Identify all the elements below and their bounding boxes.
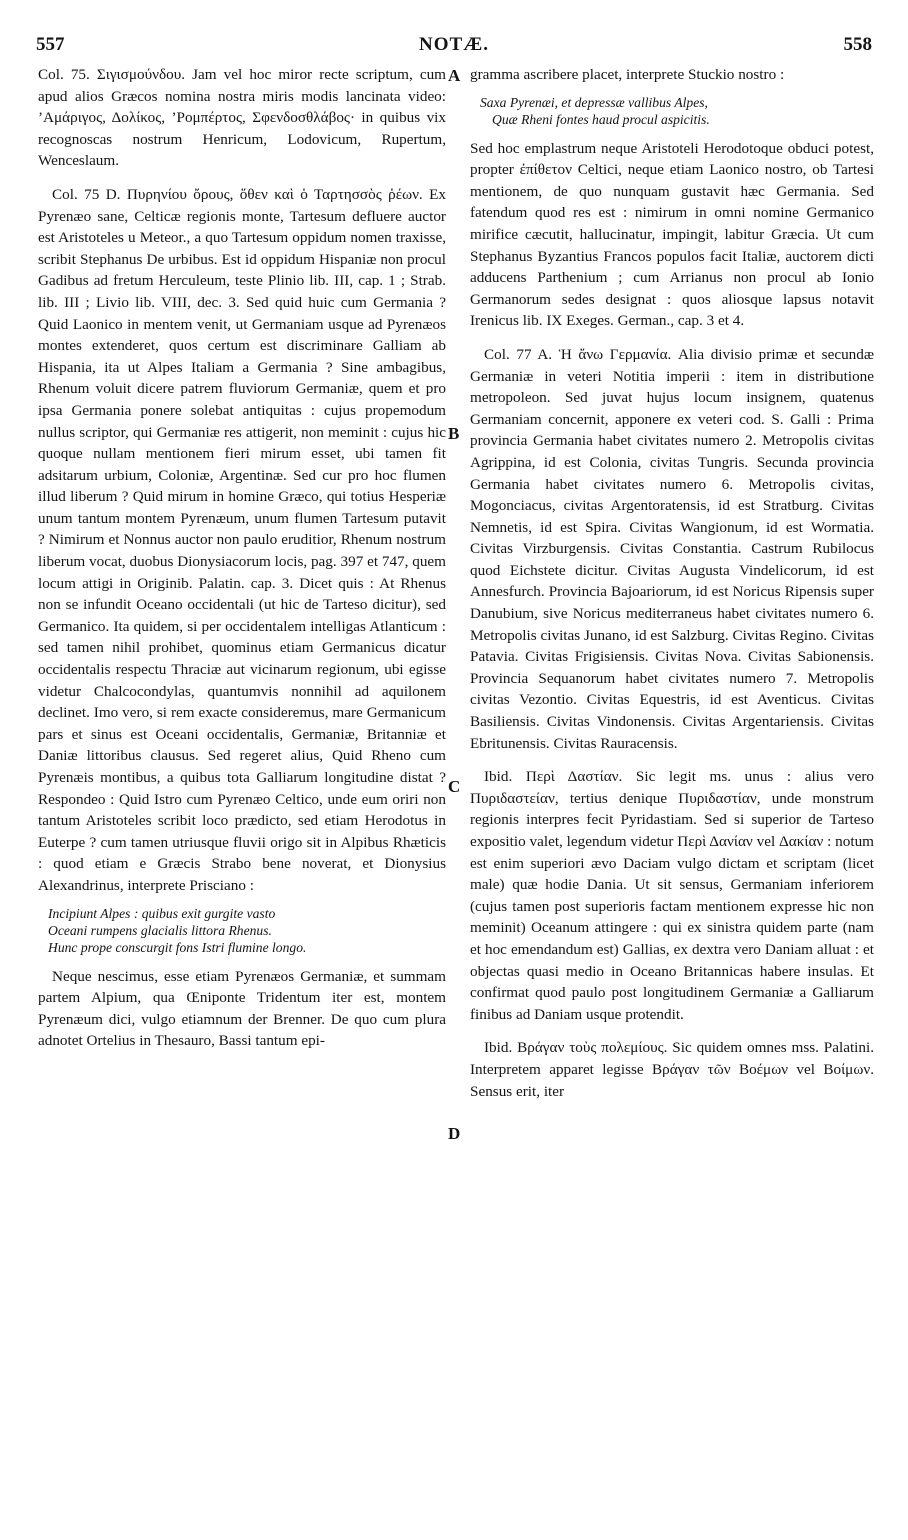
verse-line: Hunc prope conscurgit fons Istri flumine longo. — [48, 939, 307, 955]
margin-letter-a: A — [448, 66, 461, 85]
note-ibid-bragan: Ibid. Βράγαν τοὺς πολεμίους. Sic quidem omnes mss. Palatini. Interpretem apparet legisse Βράγαν τῶν Βοέμων vel Βοίμων. Sensus erit, iter — [470, 1039, 874, 1100]
page-number-left: 557 — [36, 34, 65, 55]
verse-line: Saxa Pyrenæi, et depressæ vallibus Alpes, — [480, 94, 708, 110]
note-ibid-dastian: Ibid. Περὶ Δαστίαν. Sic legit ms. unus : alius vero Πυριδαστείαν, tertius denique Πυριδαστίαν, unde monstrum regionis interpres fecit Pyridastiam. Sed si superior de Tarteso expositio valet, legendum videtur Περὶ Δανίαν vel Δακίαν : notum est enim superiori ævo Daciam vulgo dictam et scriptam (licet male) quæ hodie Dania. Ut sit sensus, Germaniam inferiorem (cujus tamen post superioris factam mentionem expresse hic non meminit) Oceanum attingere : qui ex sinistra quidem parte (nam et hoc emendandum est) Gallias, ex dextra vero Daniam alluat : et objectas quasi medio in Oceano Britannicas habere insulas. Et confirmat quod paulo post longitudinem Germaniæ a Galliarum finibus ad Daniam usque protendit. — [470, 768, 874, 1023]
margin-letter-d: D — [448, 1124, 461, 1143]
note-col-75-d: Col. 75 D. Πυρηνίου ὄρους, ὅθεν καὶ ὁ Ταρτησσὸς ῥέων. Ex Pyrenæo sane, Celticæ regionis monte, Tartesum defluere auctor est Aristoteles u Meteor., a quo Tartesum oppidum nomen traxisse, scribit Stephanus De urbibus. Est id oppidum Hispaniæ non procul Gadibus ad fretum Herculeum, teste Plinio lib. III, cap. 1 ; Strab. lib. III ; Livio lib. VIII, dec. 3. Sed quid huic cum Germania ? Quid Laonico in mentem venit, ut Germaniam usque ad Pyrenæos montes extenderet, quos certum est discriminare Galliam ab Hispania, ita ut Alpes Italiam a Germania ? Sine ambagibus, Rhenum voluit dicere patrem fluviorum Germaniæ, quem et pro ipsa Germania ponere solebat antiquitas : cujus propemodum nullus scriptor, qui Germaniæ res attigerit, non meminit : cujus hic quoque nullam mentionem fieri mirum esset, ubi tamen fit adsitarum urbium, Coloniæ, Argentinæ. Sed cur pro hoc flumen illud liberum ? Quid mirum in homine Græco, qui totius Hesperiæ unum tantum montem Pyrenæum, unum flumen Tartesum putavit ? Nimirum et Nonnus auctor non paulo eruditior, Rhenum nostrum liberum vocat, duobus Dionysiacorum locis, pag. 397 et 747, quem locum attigi in Originib. Palatin. cap. 3. Dicet quis : At Rhenus non se infundit Oceano occidentali (ut hic de Tarteso dicitur), sed Germanico. Ita quidem, si per occidentalem intelligas Atlanticum : sed tamen nihil prohibet, quominus etiam Germanicus dicatur occidentalis respectu Thraciæ aut vicinarum regionum, ubi egisse videtur Chalcocondylas, quantumvis nonnihil ad aquilonem declinet. Imo vero, si rem exacte consideremus, mare Germanicum pars et sinus est Oceani occidentalis, Germaniæ, Britanniæ et Daniæ littoribus clausus. Sed regeret alius, Quid Rheno cum Pyrenæis montibus, a quibus tota Galliarum longitudine distat ? Respondeo : Quid Istro cum Pyrenæo Celtico, unde eum oriri non tantum Aristoteles scribit loco prædicto, sed etiam Herodotus in Euterpe ? cum tamen utriusque fluvii origo sit in Alpibus Rhæticis : quod etiam e Græcis Strabo bene noverat, et Dionysius Alexandrinus, interprete Prisciano : — [38, 185, 446, 894]
left-column — [38, 64, 446, 1052]
margin-letter-c: C — [448, 777, 461, 796]
verse-line: Incipiunt Alpes : quibus exit gurgite vasto — [48, 905, 276, 921]
note-col-77-a: Col. 77 A. Ἡ ἄνω Γερμανία. Alia divisio primæ et secundæ Germaniæ in veteri Notitia imperii : item in distributione metropoleon. Sed juvat hujus locum insignem, quatenus Germaniam concernit, apponere ex veteri cod. S. Galli : Prima provincia Germania habet civitates numero 2. Metropolis civitas Agrippina, id est Colonia, civitas Tungris. Secunda provincia Germania habet civitates numero 6. Metropolis civitas, Mogonciacus, civitas Argentoratensis, id est Stratburg. Civitas Nemnetis, id est Spira. Civitas Wangionum, id est Wormatia. Civitas Virzburgensis. Civitas Constantia. Castrum Rubilocus quod Eichstete dicitur. Civitas Augusta Vindelicorum, id est Annesfurch. Provincia Bajoariorum, id est Noricus Ripensis super Danubium, sive Noricus mediterraneus habet civitates numero 6. Metropolis civitas Junano, id est Salzburg. Civitas Regino. Civitas Patavia. Civitas Frigisiensis. Civitas Nova. Civitas Sabionensis. Provincia Sequanorum habet civitates numero 7. Metropolis civitas Vezontio. Civitas Equestris, id est Aventicus. Civitas Basiliensis. Civitas Vindonensis. Civitas Argentariensis. Civitas Ebritunensis. Civitas Rauracensis. — [470, 345, 874, 752]
verse-line: Oceani rumpens glacialis littora Rhenus. — [48, 922, 272, 938]
page-header — [36, 34, 872, 62]
verse-line: Quæ Rheni fontes haud procul aspicitis. — [492, 111, 710, 127]
right-column — [470, 64, 874, 1102]
note-pyrenaeus-germaniae: Neque nescimus, esse etiam Pyrenæos Germaniæ, et summam partem Alpium, qua Œniponte Tridentum iter est, montem Pyrenæum dici, vulgo etiamnum der Brenner. De quo cum plura adnotet Ortelius in Thesauro, Bassi tantum epi- — [38, 967, 446, 1050]
note-col-75: Col. 75. Σιγισμούνδου. Jam vel hoc miror recte scriptum, cum apud alios Græcos nomina nostra miris modis lancinata video: ’Αμάριγος, Δολίκος, ’Ρομπέρτος, Σφενδοσθλάβος· in quibus vix recognoscas nostrum Henricum, Lodovicum, Rupertum, Wenceslaum. — [38, 66, 446, 170]
bassus-epigram — [480, 94, 874, 128]
priscian-verse — [48, 905, 446, 956]
running-title: NOTÆ. — [419, 34, 489, 55]
page-number-right: 558 — [843, 34, 872, 55]
note-emplastrum: Sed hoc emplastrum neque Aristoteli Herodotoque obduci potest, propter ἐπίθετον Celtici, neque etiam Laonico nostro, ob Tartesi mentionem, de quo nunquam gustavit hæc Germania. Sed fatendum quod res est : nimirum in omni nomine Germanico mirifice cæcutit, hallucinatur, impingit, labitur Græcia. Ut cum Stephanus Byzantius Francos populos facit Italiæ, auctorem dicti adducens Parthenium ; cum Arrianus non procul ab Ionio Germanorum sedes designat : quos aliosque lapsus notavit Irenicus lib. IX Exeges. German., cap. 3 et 4. — [470, 139, 874, 330]
margin-letter-b: B — [448, 424, 460, 443]
continuation-text: gramma ascribere placet, interprete Stuckio nostro : — [470, 66, 785, 83]
